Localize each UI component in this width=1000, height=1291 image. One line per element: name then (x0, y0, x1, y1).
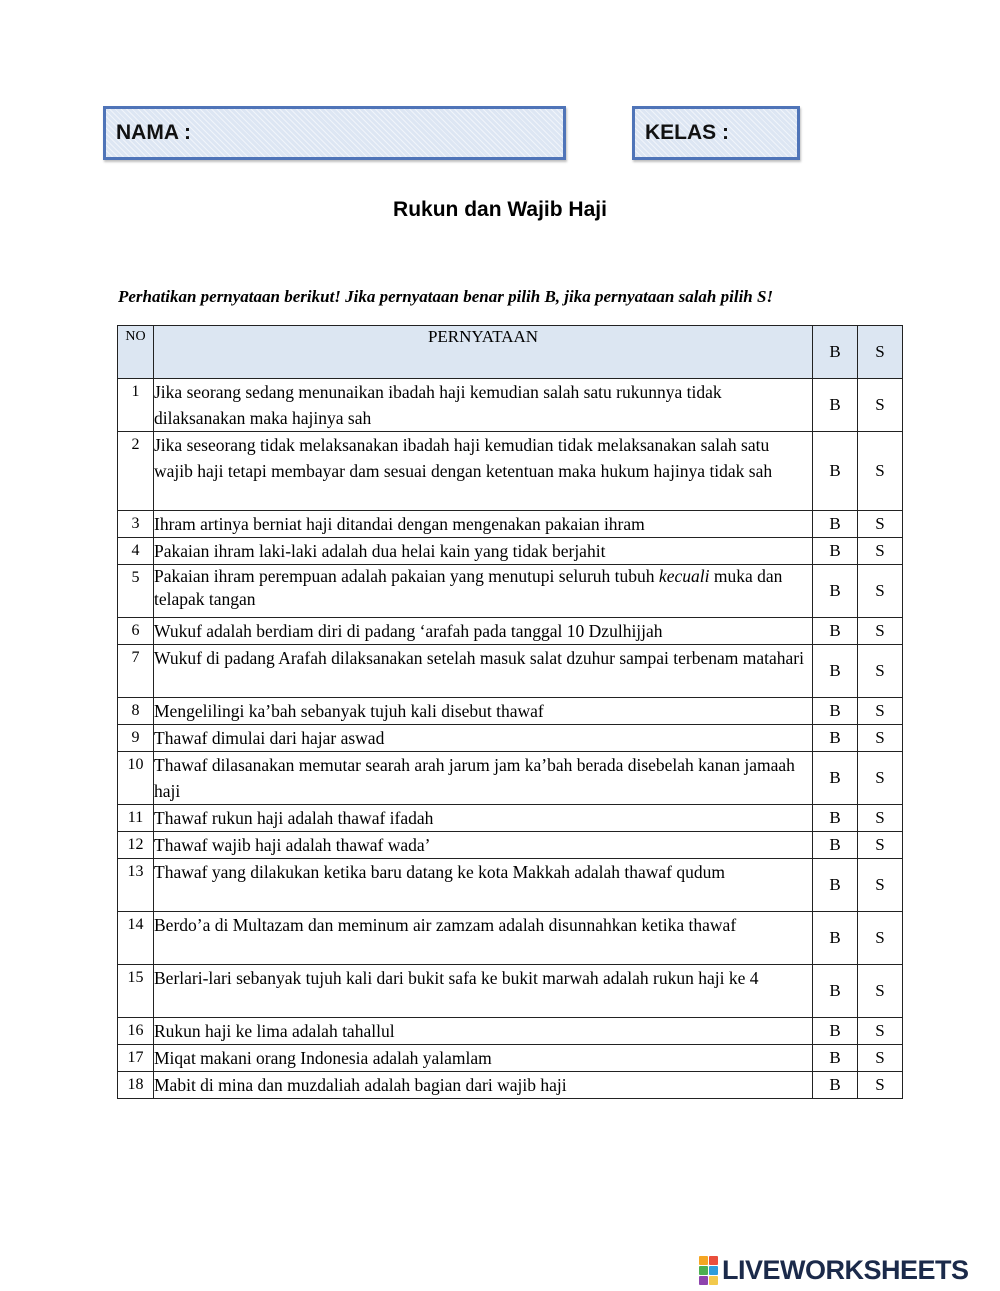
table-row (118, 565, 903, 618)
option-b[interactable]: B (813, 1072, 858, 1099)
option-b[interactable]: B (813, 565, 858, 618)
statement-text: Thawaf yang dilakukan ketika baru datang ke kota Makkah adalah thawaf qudum (154, 859, 813, 912)
option-b[interactable]: B (813, 511, 858, 538)
option-s[interactable]: S (858, 379, 903, 432)
row-number: 15 (118, 965, 154, 1018)
table-row (118, 912, 903, 965)
name-field[interactable] (103, 106, 566, 160)
statement-text: Wukuf adalah berdiam diri di padang ‘arafah pada tanggal 10 Dzulhijjah (154, 618, 813, 645)
table-row (118, 965, 903, 1018)
statement-text: Thawaf dimulai dari hajar aswad (154, 725, 813, 752)
option-b[interactable]: B (813, 965, 858, 1018)
option-s[interactable]: S (858, 1018, 903, 1045)
option-s[interactable]: S (858, 832, 903, 859)
option-s[interactable]: S (858, 805, 903, 832)
name-label: NAMA : (116, 121, 192, 144)
statement-text: Thawaf rukun haji adalah thawaf ifadah (154, 805, 813, 832)
row-number: 6 (118, 618, 154, 645)
table-row (118, 1045, 903, 1072)
header-s: S (858, 326, 903, 379)
header-no: NO (118, 326, 154, 379)
statement-text: Berlari-lari sebanyak tujuh kali dari bukit safa ke bukit marwah adalah rukun haji ke 4 (154, 965, 813, 1018)
statement-text: Thawaf dilasanakan memutar searah arah jarum jam ka’bah berada disebelah kanan jamaah haji (154, 752, 813, 805)
row-number: 12 (118, 832, 154, 859)
table-row (118, 698, 903, 725)
liveworksheets-logo (699, 1255, 969, 1285)
statement-text-part: muka dan telapak tangan (154, 566, 783, 609)
option-s[interactable]: S (858, 752, 903, 805)
option-b[interactable]: B (813, 912, 858, 965)
header-statement: PERNYATAAN (154, 326, 813, 379)
option-s[interactable]: S (858, 565, 903, 618)
option-s[interactable]: S (858, 725, 903, 752)
table-row (118, 538, 903, 565)
statement-text: Jika seorang sedang menunaikan ibadah haji kemudian salah satu rukunnya tidak dilaksanakan maka hajinya sah (154, 379, 813, 432)
statement-text: Ihram artinya berniat haji ditandai dengan mengenakan pakaian ihram (154, 511, 813, 538)
row-number: 11 (118, 805, 154, 832)
row-number: 2 (118, 432, 154, 511)
row-number: 8 (118, 698, 154, 725)
option-s[interactable]: S (858, 965, 903, 1018)
row-number: 16 (118, 1018, 154, 1045)
row-number: 1 (118, 379, 154, 432)
option-s[interactable]: S (858, 618, 903, 645)
option-b[interactable]: B (813, 805, 858, 832)
option-b[interactable]: B (813, 859, 858, 912)
liveworksheets-logo-icon (699, 1256, 718, 1285)
class-label: KELAS : (645, 121, 729, 144)
statement-text: Wukuf di padang Arafah dilaksanakan setelah masuk salat dzuhur sampai terbenam matahari (154, 645, 813, 698)
statement-text-part: Pakaian ihram perempuan adalah pakaian yang menutupi seluruh tubuh (154, 566, 659, 586)
page-title: Rukun dan Wajib Haji (393, 198, 607, 221)
instruction-text: Perhatikan pernyataan berikut! Jika pernyataan benar pilih B, jika pernyataan salah pilih S! (118, 287, 774, 306)
row-number: 4 (118, 538, 154, 565)
table-row (118, 1018, 903, 1045)
option-s[interactable]: S (858, 511, 903, 538)
option-b[interactable]: B (813, 618, 858, 645)
logo-square (699, 1276, 708, 1285)
logo-square (699, 1256, 708, 1265)
option-b[interactable]: B (813, 698, 858, 725)
logo-text: LIVEWORKSHEETS (722, 1254, 969, 1285)
statement-text: Rukun haji ke lima adalah tahallul (154, 1018, 813, 1045)
statement-text (154, 565, 813, 618)
table-header-row (118, 326, 903, 379)
row-number: 14 (118, 912, 154, 965)
table-row (118, 645, 903, 698)
option-b[interactable]: B (813, 752, 858, 805)
row-number: 18 (118, 1072, 154, 1099)
option-b[interactable]: B (813, 432, 858, 511)
option-s[interactable]: S (858, 859, 903, 912)
option-b[interactable]: B (813, 645, 858, 698)
table-row (118, 805, 903, 832)
table-row (118, 725, 903, 752)
logo-square (709, 1276, 718, 1285)
row-number: 17 (118, 1045, 154, 1072)
table-row (118, 618, 903, 645)
option-s[interactable]: S (858, 912, 903, 965)
class-field[interactable] (632, 106, 800, 160)
table-row (118, 379, 903, 432)
statement-text: Jika seseorang tidak melaksanakan ibadah haji kemudian tidak melaksanakan salah satu wajib haji tetapi membayar dam sesuai dengan ketentuan maka hukum hajinya tidak sah (154, 432, 813, 511)
option-b[interactable]: B (813, 538, 858, 565)
row-number: 10 (118, 752, 154, 805)
statement-text: Mengelilingi ka’bah sebanyak tujuh kali disebut thawaf (154, 698, 813, 725)
logo-square (709, 1266, 718, 1275)
option-s[interactable]: S (858, 432, 903, 511)
option-s[interactable]: S (858, 538, 903, 565)
statement-text: Pakaian ihram laki-laki adalah dua helai kain yang tidak berjahit (154, 538, 813, 565)
table-row (118, 511, 903, 538)
table-row (118, 1072, 903, 1099)
header-b: B (813, 326, 858, 379)
option-b[interactable]: B (813, 1018, 858, 1045)
option-b[interactable]: B (813, 832, 858, 859)
option-b[interactable]: B (813, 1045, 858, 1072)
option-s[interactable]: S (858, 1045, 903, 1072)
statement-table (117, 325, 903, 1099)
row-number: 13 (118, 859, 154, 912)
logo-square (709, 1256, 718, 1265)
statement-text: Miqat makani orang Indonesia adalah yalamlam (154, 1045, 813, 1072)
table-row (118, 752, 903, 805)
option-s[interactable]: S (858, 698, 903, 725)
statement-text: Mabit di mina dan muzdaliah adalah bagian dari wajib haji (154, 1072, 813, 1099)
option-b[interactable]: B (813, 725, 858, 752)
logo-square (699, 1266, 708, 1275)
row-number: 5 (118, 565, 154, 618)
statement-text-italic: kecuali (658, 566, 710, 586)
table-row (118, 832, 903, 859)
row-number: 7 (118, 645, 154, 698)
row-number: 9 (118, 725, 154, 752)
row-number: 3 (118, 511, 154, 538)
option-s[interactable]: S (858, 1072, 903, 1099)
option-b[interactable]: B (813, 379, 858, 432)
table-row (118, 859, 903, 912)
option-s[interactable]: S (858, 645, 903, 698)
table-row (118, 432, 903, 511)
statement-text: Berdo’a di Multazam dan meminum air zamzam adalah disunnahkan ketika thawaf (154, 912, 813, 965)
statement-text: Thawaf wajib haji adalah thawaf wada’ (154, 832, 813, 859)
